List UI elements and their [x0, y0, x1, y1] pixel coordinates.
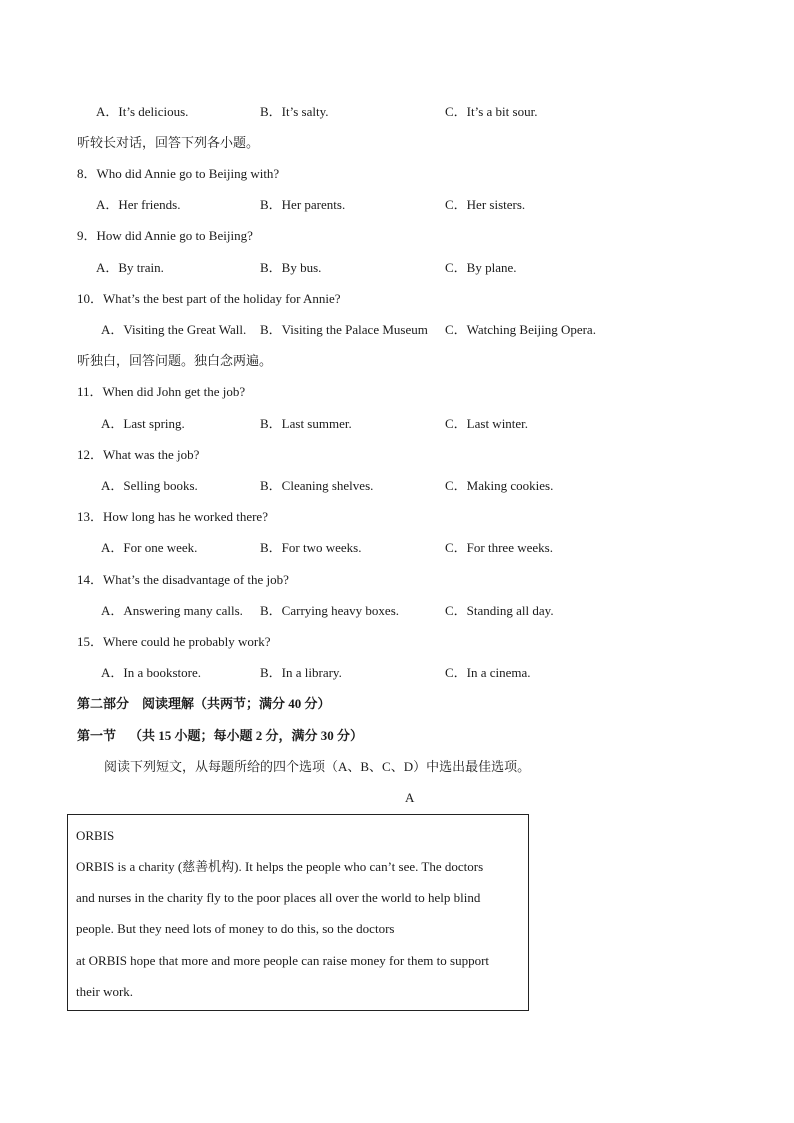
part2-heading: 第二部分 阅读理解（共两节；满分 40 分）: [77, 696, 331, 711]
passage-box: [67, 814, 529, 1011]
q9-option-c: C．By plane.: [445, 260, 517, 275]
q7-option-a: A．It’s delicious.: [96, 104, 189, 119]
q14-option-a: A．Answering many calls.: [101, 603, 243, 618]
q15-question: 15．Where could he probably work?: [77, 634, 271, 649]
reading-instructions: 阅读下列短文，从每题所给的四个选项（A、B、C、D）中选出最佳选项。: [104, 759, 531, 774]
section-monologue: 听独白，回答问题。独白念两遍。: [77, 353, 273, 368]
q7-option-c: C．It’s a bit sour.: [445, 104, 538, 119]
q12-option-c: C．Making cookies.: [445, 478, 554, 493]
q11-question: 11．When did John get the job?: [77, 384, 246, 399]
q11-option-b: B．Last summer.: [260, 416, 352, 431]
q9-option-a: A．By train.: [96, 260, 164, 275]
passage-title: ORBIS: [76, 828, 115, 843]
q15-option-a: A．In a bookstore.: [101, 665, 202, 680]
q9-question: 9．How did Annie go to Beijing?: [77, 228, 253, 243]
passage-line-1: ORBIS is a charity (慈善机构). It helps the people who can’t see. The doctors: [76, 859, 484, 874]
q8-question: 8．Who did Annie go to Beijing with?: [77, 166, 280, 181]
passage-line-2: and nurses in the charity fly to the poor places all over the world to help blind: [76, 890, 481, 905]
section1-heading: 第一节 （共 15 小题；每小题 2 分，满分 30 分）: [77, 728, 364, 743]
q14-question: 14．What’s the disadvantage of the job?: [77, 572, 289, 587]
q13-option-c: C．For three weeks.: [445, 540, 553, 555]
q10-option-a: A．Visiting the Great Wall.: [101, 322, 247, 337]
passage-label: A: [405, 790, 415, 805]
passage-line-4: at ORBIS hope that more and more people can raise money for them to support: [76, 953, 490, 968]
q11-option-a: A．Last spring.: [101, 416, 185, 431]
q7-option-b: B．It’s salty.: [260, 104, 329, 119]
q9-option-b: B．By bus.: [260, 260, 322, 275]
q10-question: 10．What’s the best part of the holiday for Annie?: [77, 291, 341, 306]
q14-option-c: C．Standing all day.: [445, 603, 554, 618]
section-long-dialogue: 听较长对话，回答下列各小题。: [77, 135, 260, 150]
q10-option-c: C．Watching Beijing Opera.: [445, 322, 596, 337]
q13-question: 13．How long has he worked there?: [77, 509, 268, 524]
q8-option-b: B．Her parents.: [260, 197, 346, 212]
q14-option-b: B．Carrying heavy boxes.: [260, 603, 400, 618]
q12-question: 12．What was the job?: [77, 447, 200, 462]
q11-option-c: C．Last winter.: [445, 416, 529, 431]
q8-option-c: C．Her sisters.: [445, 197, 526, 212]
q12-option-b: B．Cleaning shelves.: [260, 478, 374, 493]
q8-option-a: A．Her friends.: [96, 197, 181, 212]
q13-option-a: A．For one week.: [101, 540, 198, 555]
q10-option-b: B．Visiting the Palace Museum: [260, 322, 428, 337]
passage-line-5: their work.: [76, 984, 134, 999]
q12-option-a: A．Selling books.: [101, 478, 198, 493]
q13-option-b: B．For two weeks.: [260, 540, 362, 555]
passage-line-3: people. But they need lots of money to do this, so the doctors: [76, 921, 395, 936]
q15-option-c: C．In a cinema.: [445, 665, 531, 680]
q15-option-b: B．In a library.: [260, 665, 342, 680]
